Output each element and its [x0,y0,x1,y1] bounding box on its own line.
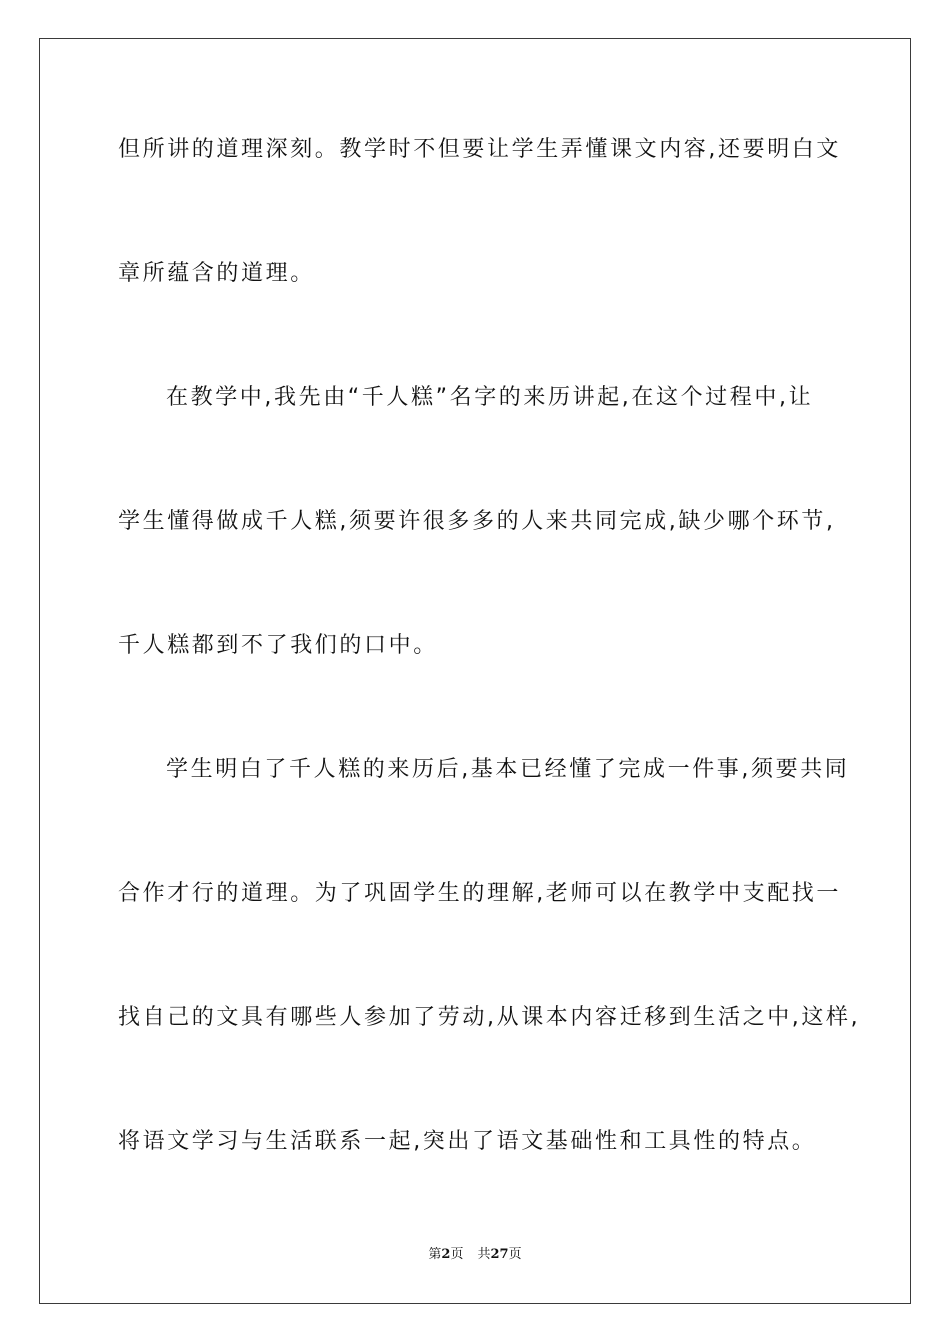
text-line-4: 学生懂得做成千人糕,须要许很多多的人来共同完成,缺少哪个环节, [118,509,836,534]
page-footer [0,1246,950,1264]
total-suffix: 页 [508,1247,522,1262]
total-pages: 27 [490,1247,509,1262]
text-line-1: 但所讲的道理深刻。教学时不但要让学生弄懂课文内容,还要明白文 [118,137,841,162]
page-suffix: 页 [450,1247,464,1262]
text-line-6: 学生明白了千人糕的来历后,基本已经懂了完成一件事,须要共同 [166,757,850,782]
text-line-3: 在教学中,我先由“千人糕”名字的来历讲起,在这个过程中,让 [166,385,814,410]
page-prefix: 第 [428,1247,442,1262]
text-line-2: 章所蕴含的道理。 [118,261,315,286]
text-line-9: 将语文学习与生活联系一起,突出了语文基础性和工具性的特点。 [118,1129,817,1154]
text-line-7: 合作才行的道理。为了巩固学生的理解,老师可以在教学中支配找一 [118,881,841,906]
text-line-8: 找自己的文具有哪些人参加了劳动,从课本内容迁移到生活之中,这样, [118,1005,861,1030]
page-number: 2 [441,1247,451,1262]
total-prefix: 共 [477,1247,491,1262]
page-frame [39,38,911,1304]
text-line-5: 千人糕都到不了我们的口中。 [118,633,438,658]
